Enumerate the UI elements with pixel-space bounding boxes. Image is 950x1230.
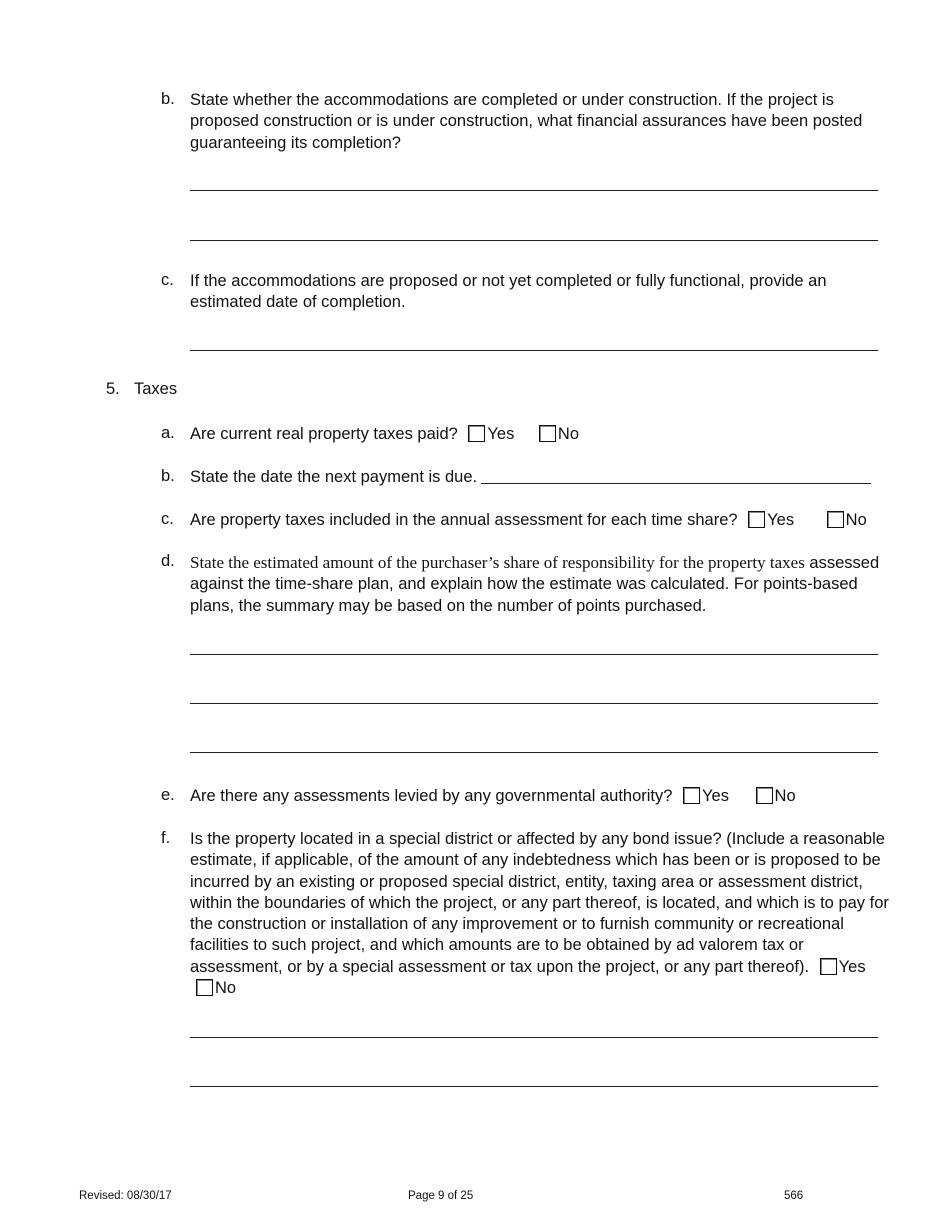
yes-checkbox[interactable] [748,511,765,528]
section-heading-taxes [106,380,177,399]
no-checkbox[interactable] [539,425,556,442]
section-title: Taxes [134,380,178,398]
item-label: a. [161,424,175,442]
item-label: b. [161,90,175,108]
answer-line[interactable] [190,240,878,241]
item-label: c. [161,271,174,289]
yes-checkbox[interactable] [820,958,837,975]
question-text: Are there any assessments levied by any governmental authority? [190,787,673,805]
item-label: f. [161,829,171,847]
answer-line[interactable] [190,190,878,191]
no-checkbox[interactable] [756,787,773,804]
answer-line[interactable] [190,752,878,753]
question-text: If the accommodations are proposed or not yet completed or fully functional, provide an estimated date of completion. [190,272,827,312]
item-label: c. [161,510,174,528]
no-label: No [774,787,796,805]
footer-form-number: 566 [784,1190,804,1202]
answer-line[interactable] [190,703,878,704]
footer-page-number: Page 9 of 25 [408,1190,474,1202]
item-label: e. [161,786,175,804]
question-text: Is the property located in a special district or affected by any bond issue? (Include a reasonable estimate, if applicable, of the amount of any indebtedness which has been or is proposed to be incurred by an existing or proposed special district, entity, taxing area or assessment district, within the boundaries of which the project, or any part thereof, is located, and which is to pay for the construction or installation of any improvement or to furnish community or recreational facilities to such project, and which amounts are to be obtained by ad valorem tax or assessment, or by a special assessment or tax upon the project, or any part thereof). [190,830,889,976]
no-label: No [215,979,237,998]
answer-line[interactable] [190,1086,878,1087]
section-number: 5. [106,380,120,398]
item-label: b. [161,467,175,485]
question-text-line1: State the estimated amount of the purchaser’s share of responsibility for the property taxes [190,553,805,572]
question-text: Are property taxes included in the annual assessment for each time share? [190,511,738,529]
yes-label: Yes [767,511,795,529]
no-checkbox[interactable] [827,511,844,528]
answer-line[interactable] [190,654,878,655]
no-checkbox[interactable] [196,979,213,996]
answer-line[interactable] [190,350,878,351]
footer-revised-date: Revised: 08/30/17 [79,1190,172,1202]
yes-label: Yes [702,787,729,805]
no-label: No [557,425,580,443]
no-label: No [845,511,867,529]
yes-label: Yes [838,957,866,976]
item-label: d. [161,552,175,570]
answer-line[interactable] [190,1037,878,1038]
question-text: Are current real property taxes paid? [190,425,458,443]
yes-checkbox[interactable] [683,787,700,804]
question-text: State the date the next payment is due. [190,468,478,486]
yes-label: Yes [487,425,515,443]
yes-checkbox[interactable] [468,425,485,442]
answer-line[interactable] [481,483,871,484]
question-text: State whether the accommodations are completed or under construction. If the project is proposed construction or is under construction, what financial assurances have been posted guaranteeing its completion? [190,91,863,152]
question-text-rest: assessed against the time-share plan, and explain how the estimate was calculated. For points-based plans, the summary may be based on the number of points purchased. [190,554,880,615]
